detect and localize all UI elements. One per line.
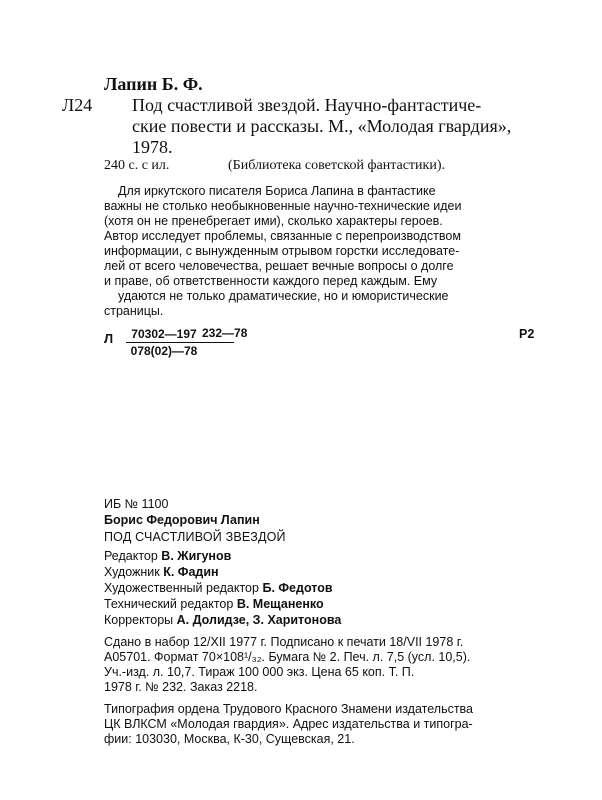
credit-line [104, 581, 333, 595]
ib-number: ИБ № 1100 [104, 497, 169, 511]
print-details-line: 1978 г. № 232. Заказ 2218. [104, 680, 258, 694]
printer-line: ЦК ВЛКСМ «Молодая гвардия». Адрес издательства и типогра- [104, 717, 473, 731]
title-line-3: 1978. [132, 137, 173, 157]
title-line-2: ские повести и рассказы. М., «Молодая гвардия», [132, 116, 512, 136]
annotation-line: лей от всего человечества, решает вечные вопросы о долге [104, 259, 454, 273]
annotation-line: информации, с вынужденным отрывом горстки исследовате- [104, 244, 460, 258]
credit-name: Б. Федотов [262, 581, 333, 595]
fraction-numerator: 70302—197 [126, 327, 202, 343]
title-caps: ПОД СЧАСТЛИВОЙ ЗВЕЗДОЙ [104, 530, 286, 544]
author-heading: Лапин Б. Ф. [104, 74, 203, 94]
credit-name: К. Фадин [163, 565, 219, 579]
credit-role: Редактор [104, 549, 158, 563]
fraction-bar-extension [202, 342, 234, 343]
annotation-line: важны не столько необыкновенные научно-технические идеи [104, 199, 462, 213]
page-extent: 240 с. с ил. [104, 158, 170, 173]
credit-name: В. Жигунов [161, 549, 232, 563]
catalog-fraction [126, 327, 202, 358]
print-details-line: Уч.-изд. л. 10,7. Тираж 100 000 экз. Цена 65 коп. Т. П. [104, 665, 415, 679]
credit-name: В. Мещаненко [236, 597, 324, 611]
annotation-line: и праве, об ответственности каждого перед каждым. Ему [104, 274, 438, 288]
fraction-denominator: 078(02)—78 [130, 344, 198, 358]
annotation-line: Для иркутского писателя Бориса Лапина в фантастике [118, 184, 436, 198]
catalog-letter: Л [104, 331, 114, 346]
credit-role: Художественный редактор [104, 581, 259, 595]
classification-code: Л24 [62, 95, 93, 115]
print-details-line: Сдано в набор 12/XII 1977 г. Подписано к печати 18/VII 1978 г. [104, 635, 464, 649]
credit-line [104, 613, 341, 627]
credit-line [104, 549, 231, 563]
credit-role: Художник [104, 565, 160, 579]
annotation-line: (хотя он не пренебрегает ими), сколько характеры героев. [104, 214, 443, 228]
printer-line: Типография ордена Трудового Красного Знамени издательства [104, 702, 474, 716]
catalog-index: Р2 [519, 327, 535, 341]
credit-line [104, 597, 324, 611]
print-details-line: А05701. Формат 70×108¹/₃₂. Бумага № 2. Печ. л. 7,5 (усл. 10,5). [104, 650, 471, 664]
credit-role: Корректоры [104, 613, 174, 627]
annotation-line: Автор исследует проблемы, связанные с перепроизводством [104, 229, 461, 243]
credit-name: А. Долидзе, З. Харитонова [176, 613, 342, 627]
series-name: (Библиотека советской фантастики). [228, 158, 445, 173]
annotation-line: страницы. [104, 304, 164, 318]
catalog-suffix: 232—78 [202, 326, 248, 340]
credit-role: Технический редактор [104, 597, 234, 611]
author-full-name: Борис Федорович Лапин [104, 513, 260, 527]
printer-line: фии: 103030, Москва, К-30, Сущевская, 21. [104, 732, 355, 746]
credit-line [104, 565, 219, 579]
title-line-1: Под счастливой звездой. Научно-фантастиче- [132, 95, 482, 115]
annotation-line: удаются не только драматические, но и юмористические [118, 289, 449, 303]
